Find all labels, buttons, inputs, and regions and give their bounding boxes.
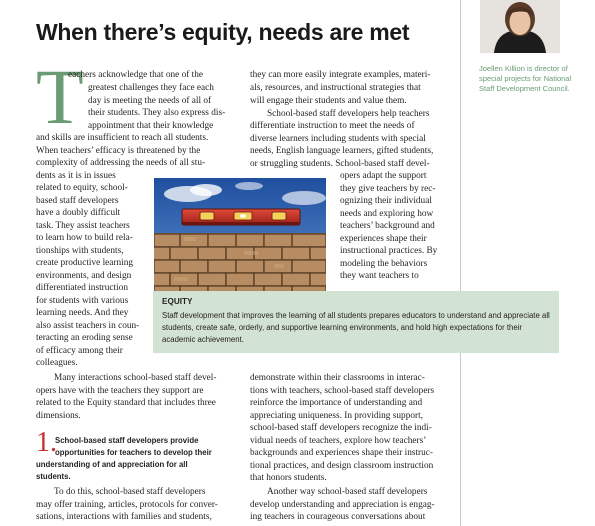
text-line: opers adapt the support <box>340 171 427 181</box>
text-line: tions with teachers, school-based staff developers <box>250 386 435 396</box>
text-line: environments, and design <box>36 271 132 281</box>
text-line: dimensions. <box>36 411 81 421</box>
text-line: school-based staff developers recognize the indi- <box>250 423 432 433</box>
text-line: to learn how to build rela- <box>36 233 133 243</box>
text-line: dents as it is in issues <box>36 171 116 181</box>
text-line: instructional practices. By <box>340 246 438 256</box>
text-line: based staff developers <box>36 196 119 206</box>
level-on-brick-wall-image <box>154 178 326 291</box>
text-line: demonstrate within their classrooms in interac- <box>250 373 425 383</box>
text-line: appointment that their knowledge <box>88 121 214 131</box>
equity-standard-box <box>153 291 559 353</box>
text-line: have a doubly difficult <box>36 208 121 218</box>
text-line: tional practices, and design classroom instruction <box>250 461 434 471</box>
text-line: teracting an eroding sense <box>36 333 133 343</box>
text-line: needs, English language learners, gifted students, <box>250 146 434 156</box>
text-line: day is meeting the needs of all of <box>88 96 212 106</box>
author-bio: Joellen Killion is director of special projects for National Staff Development Council. <box>479 64 572 94</box>
text-line: differentiate instruction to meet the needs of <box>250 121 415 131</box>
text-line: create productive learning <box>36 258 134 268</box>
section-number: 1. <box>36 427 57 458</box>
section-heading-line: opportunities for teachers to develop their <box>55 448 212 457</box>
text-line: of efficacy among their <box>36 346 123 356</box>
text-line: develop understanding and appreciation is engag- <box>250 500 435 510</box>
text-line: learning needs. And they <box>36 308 129 318</box>
text-line: complexity of addressing the needs of all stu- <box>36 158 206 168</box>
text-line: modeling the behaviors <box>340 259 428 269</box>
text-line: task. They assist teachers <box>36 221 130 231</box>
text-line: als, resources, and instructional strategies that <box>250 83 421 93</box>
equity-box-text: Staff development that improves the learning of all students prepares educators to understand and appreciate all students, create safe, orderly, and supportive learning environments, and hold high expectations for their academic achievement. <box>162 311 550 345</box>
text-line: related to the Equity standard that includes three <box>36 398 216 408</box>
text-line: reinforce the importance of understanding and <box>250 398 423 408</box>
text-line: they give teachers by rec- <box>340 184 436 194</box>
equity-box-title: EQUITY <box>162 297 193 306</box>
text-line: diverse learners including students with special <box>250 134 426 144</box>
text-line: greatest challenges they face each <box>88 83 214 93</box>
text-line: also assist teachers in coun- <box>36 321 140 331</box>
text-line: To do this, school-based staff developers <box>54 487 206 497</box>
text-line: sations, interactions with families and students, <box>36 512 212 522</box>
text-line: they want teachers to <box>340 271 419 281</box>
text-line: School-based staff developers help teachers <box>267 109 430 119</box>
text-line: vidual needs of teachers, explore how teachers’ <box>250 436 427 446</box>
article-title: When there’s equity, needs are met <box>36 19 410 45</box>
section-heading-line: understanding of and appreciation for all <box>36 460 188 469</box>
text-line: may offer training, articles, protocols for conver- <box>36 500 218 510</box>
text-line: and skills are insufficient to reach all students. <box>36 133 209 143</box>
text-line: experiences shape their <box>340 234 427 244</box>
text-line: appreciating uniqueness. In providing support, <box>250 411 423 421</box>
text-line: will engage their students and value them. <box>250 96 407 106</box>
text-line: When teachers’ efficacy is threatened by the <box>36 146 201 156</box>
text-line: colleagues. <box>36 358 78 368</box>
text-line: Another way school-based staff developers <box>267 487 428 497</box>
text-line: ognizing their individual <box>340 196 432 206</box>
text-line: eachers acknowledge that one of the <box>68 70 204 80</box>
text-line: backgrounds and experiences shape their instruc- <box>250 448 434 458</box>
section-heading-line: School-based staff developers provide <box>55 436 199 445</box>
author-photo <box>480 0 560 53</box>
text-line: opers have with the teachers they support are <box>36 386 204 396</box>
text-line: they can more easily integrate examples, materi- <box>250 70 431 80</box>
text-line: teachers’ background and <box>340 221 435 231</box>
text-line: needs and exploring how <box>340 209 434 219</box>
text-line: for students with various <box>36 296 129 306</box>
text-line: tionships with students, <box>36 246 124 256</box>
section-heading-line: students. <box>36 472 71 481</box>
text-line: or struggling students. School-based staff devel- <box>250 159 430 169</box>
text-line: ing teachers in courageous conversations about <box>250 512 426 522</box>
text-line: related to equity, school- <box>36 183 128 193</box>
drop-cap: T <box>36 53 84 140</box>
text-line: that honors students. <box>250 473 327 483</box>
sidebar-divider <box>460 0 461 526</box>
text-line: Many interactions school-based staff devel- <box>54 373 217 383</box>
text-line: differentiated instruction <box>36 283 128 293</box>
text-line: their students. They also express dis- <box>88 108 226 118</box>
